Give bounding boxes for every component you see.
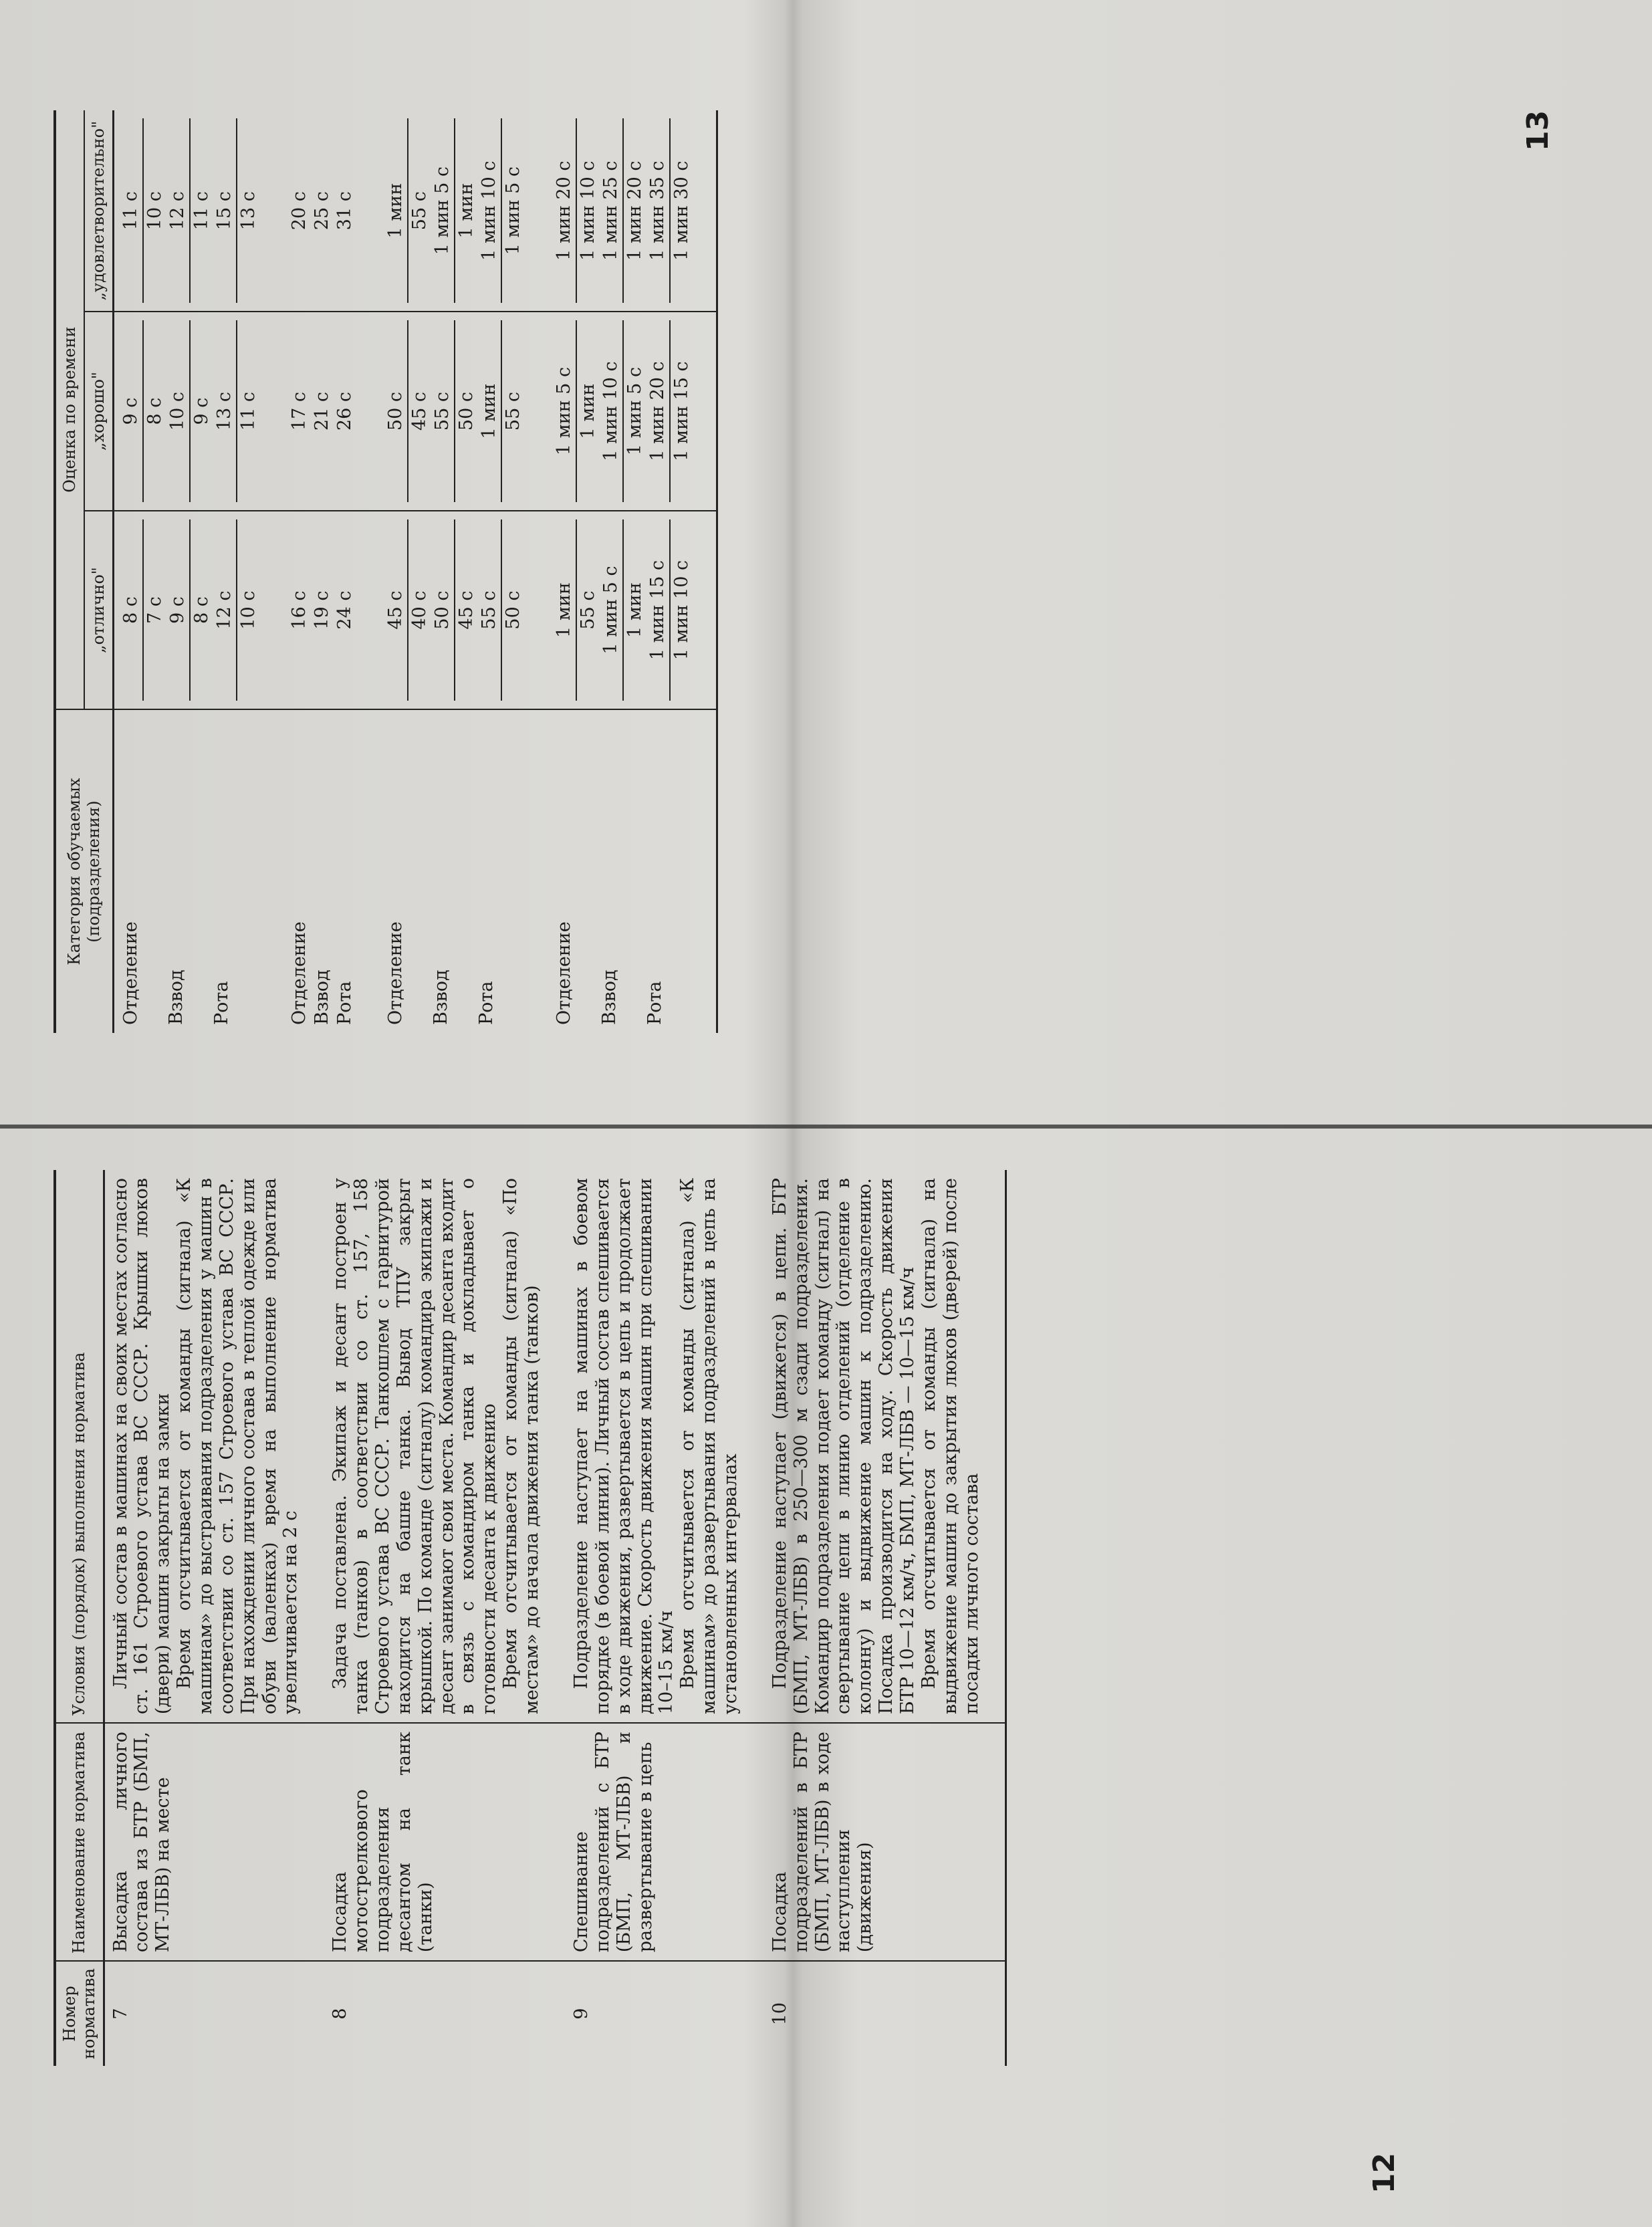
condition-paragraph: Время отсчитывается от команды (сигнала) «К машинам» до выстраивания подразделения у машин в соответствии со ст. 157 Строевого устава ВС СССР. При нахождении личного состава в теплой одежде или обуви (валенках) время на выполнение норматива увеличивается на 2 с	[174, 1178, 302, 1715]
time-value: 10 с	[166, 392, 188, 431]
norm-row	[764, 1170, 1006, 2066]
table-bottom-rule	[1006, 1170, 1018, 2066]
time-value: 16 с	[288, 590, 310, 630]
time-value: 8 с	[142, 320, 166, 502]
excellent-cell	[113, 511, 283, 710]
category-cell	[379, 709, 548, 1033]
condition-paragraph: Время отсчитывается от команды (сигнала) «По местам» до начала движения танка (танков)	[500, 1178, 543, 1715]
condition-paragraph: Личный состав в машинах на своих местах согласно ст. 161 Строевого устава ВС СССР. Крышки люков (двери) машин закрыты на замки	[110, 1178, 174, 1715]
norm-name: Высадка личного состава из БТР (БМП, МТ-ЛБВ) на месте	[104, 1723, 324, 1961]
conditions-body	[104, 1170, 1018, 2066]
time-value: 1 мин 30 с	[669, 118, 693, 303]
time-value: 13 с	[236, 118, 260, 303]
time-value: 1 мин 5 с	[431, 166, 453, 255]
time-value: 25 с	[311, 191, 332, 231]
time-value: 1 мин	[384, 183, 406, 239]
category-label: Рота	[334, 981, 355, 1025]
time-value: 1 мин 10 с	[669, 519, 693, 701]
condition-paragraph: Время отсчитывается от команды (сигнала) «К машинам» до развертывания подразделений в цепь на установленных интервалах	[677, 1178, 741, 1715]
time-value: 21 с	[311, 392, 332, 431]
excellent-cell	[548, 511, 717, 710]
time-value: 50 с	[431, 590, 453, 630]
time-value: 55 с	[478, 590, 499, 630]
time-value: 55 с	[407, 118, 431, 303]
category-label: Рота	[211, 981, 232, 1025]
time-value: 1 мин 15 с	[646, 560, 668, 661]
category-cell	[113, 709, 283, 1033]
time-value: 55 с	[501, 320, 525, 502]
norm-conditions	[566, 1170, 764, 1723]
header-num: Номер норматива	[55, 1961, 104, 2066]
norm-conditions	[324, 1170, 566, 1723]
norm-row	[324, 1170, 566, 2066]
time-value: 1 мин 10 с	[478, 160, 499, 261]
time-value: 19 с	[311, 590, 332, 630]
time-value: 1 мин 15 с	[669, 320, 693, 502]
page-number-12: 12	[1367, 2152, 1402, 2194]
time-value: 45 с	[384, 590, 406, 630]
header-category: Категория обучаемых (подразделения)	[55, 709, 113, 1033]
time-value: 9 с	[120, 397, 141, 425]
time-value: 55 с	[431, 392, 453, 431]
time-value: 50 с	[454, 320, 478, 502]
good-cell	[548, 312, 717, 511]
norm-number: 8	[330, 2008, 351, 2020]
satisfactory-cell	[548, 110, 717, 312]
good-cell	[113, 312, 283, 511]
header-excellent: „отлично"	[84, 511, 113, 710]
excellent-cell	[283, 511, 379, 710]
condition-paragraph: Время отсчитывается от команды (сигнала) на выдвижение машин до закрытия люков (дверей) после посадки личного состава	[918, 1178, 982, 1715]
time-value: 50 с	[384, 392, 406, 431]
norm-number: 9	[570, 2008, 592, 2020]
time-value: 1 мин 5 с	[501, 118, 525, 303]
good-cell	[283, 312, 379, 511]
time-value: 26 с	[334, 392, 355, 431]
time-value: 9 с	[166, 596, 188, 624]
grade-row	[379, 110, 548, 1033]
time-value: 11 с	[120, 191, 141, 231]
category-cell	[548, 709, 717, 1033]
category-label: Взвод	[430, 969, 451, 1025]
grade-row	[548, 110, 717, 1033]
header-good: „хорошо"	[84, 312, 113, 511]
time-value: 1 мин 20 с	[646, 361, 668, 461]
category-label: Отделение	[288, 921, 310, 1025]
norm-name: Посадка подразделений в БТР (БМП, МТ-ЛБВ) в ходе наступления (движения)	[764, 1723, 1006, 1961]
time-value: 40 с	[407, 519, 431, 701]
time-value: 1 мин 5 с	[622, 320, 646, 502]
category-label: Отделение	[384, 921, 406, 1025]
time-value: 45 с	[454, 519, 478, 701]
time-value: 24 с	[334, 590, 355, 630]
time-value: 12 с	[213, 590, 235, 630]
time-value: 12 с	[166, 191, 188, 231]
time-value: 20 с	[288, 191, 310, 231]
time-value: 1 мин	[553, 582, 574, 638]
condition-paragraph: Подразделение наступает на машинах в боевом порядке (в боевой линии). Личный состав спешивается в ходе движения, развертывается в цепь и продолжает движение. Скорость движения машин при спешивании 10–15 км/ч	[570, 1178, 677, 1715]
time-value: 7 с	[142, 519, 166, 701]
good-cell	[379, 312, 548, 511]
norm-row	[104, 1170, 324, 2066]
norm-number: 7	[110, 2008, 131, 2020]
time-value: 1 мин 20 с	[553, 160, 574, 261]
table-bottom-rule	[717, 110, 729, 1033]
time-value: 8 с	[189, 519, 213, 701]
page-13	[53, 110, 1524, 1033]
norm-name: Посадка мотострелкового подразделения десантом на танк (танки)	[324, 1723, 566, 1961]
grade-row	[283, 110, 379, 1033]
time-value: 13 с	[213, 392, 235, 431]
category-label: Взвод	[311, 969, 332, 1025]
category-label: Отделение	[553, 921, 574, 1025]
condition-paragraph: Задача поставлена. Экипаж и десант построен у танка (танков) в соответствии со ст. 157, 158 Строевого устава ВС СССР. Танкошлем с гарнитурой находится на башне танка. Вывод ТПУ закрыт крышкой. По команде (сигналу) командира экипажи и десант занимают свои места. Командир десанта входит в связь с командиром танка и докладывает о готовности десанта к движению	[330, 1178, 500, 1715]
grade-row	[113, 110, 283, 1033]
time-value: 55 с	[576, 519, 600, 701]
category-cell	[283, 709, 379, 1033]
norm-conditions	[764, 1170, 1006, 1723]
page-number-13: 13	[1521, 110, 1556, 152]
time-value: 1 мин 10 с	[600, 361, 621, 461]
satisfactory-cell	[379, 110, 548, 312]
time-value: 10 с	[142, 118, 166, 303]
norms-conditions-table	[53, 1170, 1018, 2066]
time-value: 1 мин 35 с	[646, 160, 668, 261]
time-value: 1 мин 10 с	[576, 118, 600, 303]
norm-number: 10	[769, 2002, 790, 2026]
time-value: 11 с	[189, 118, 213, 303]
category-label: Рота	[475, 981, 497, 1025]
time-value: 45 с	[407, 320, 431, 502]
category-label: Отделение	[120, 921, 141, 1025]
time-value: 1 мин 5 с	[553, 366, 574, 456]
time-value: 50 с	[501, 519, 525, 701]
category-label: Взвод	[165, 969, 187, 1025]
category-label: Рота	[644, 981, 665, 1025]
norm-name: Спешивание подразделений с БТР (БМП, МТ-ЛБВ) и развертывание в цепь	[566, 1723, 764, 1961]
time-value: 1 мин 25 с	[600, 160, 621, 261]
satisfactory-cell	[283, 110, 379, 312]
header-name: Наименование норматива	[55, 1723, 104, 1961]
time-value: 1 мин	[622, 519, 646, 701]
header-grades-group: Оценка по времени	[55, 110, 84, 709]
grades-body	[113, 110, 729, 1033]
time-value: 11 с	[236, 320, 260, 502]
page-12	[53, 1170, 1524, 2066]
time-value: 15 с	[213, 191, 235, 231]
time-value: 1 мин	[478, 383, 499, 439]
header-satisfactory: „удовлетворительно"	[84, 110, 113, 312]
time-value: 1 мин 5 с	[600, 566, 621, 655]
norms-grades-table	[53, 110, 729, 1033]
page-gutter	[0, 1125, 1652, 1129]
time-value: 17 с	[288, 392, 310, 431]
category-label: Взвод	[598, 969, 620, 1025]
time-value: 31 с	[334, 191, 355, 231]
time-value: 1 мин 20 с	[622, 118, 646, 303]
norm-conditions	[104, 1170, 324, 1723]
norm-row	[566, 1170, 764, 2066]
time-value: 10 с	[236, 519, 260, 701]
time-value: 1 мин	[576, 320, 600, 502]
satisfactory-cell	[113, 110, 283, 312]
condition-paragraph: Подразделение наступает (движется) в цепи. БТР (БМП, МТ-ЛБВ) в 250—300 м сзади подразделения. Командир подразделения подает команду (сигнал) на свертывание цепи в линию отделений (отделение в колонну) и выдвижение машин к подразделению. Посадка производится на ходу. Скорость движения БТР 10—12 км/ч, БМП, МТ-ЛБВ — 10—15 км/ч	[769, 1178, 918, 1715]
header-conditions: Условия (порядок) выполнения норматива	[55, 1170, 104, 1723]
time-value: 8 с	[120, 596, 141, 624]
time-value: 1 мин	[454, 118, 478, 303]
time-value: 9 с	[189, 320, 213, 502]
excellent-cell	[379, 511, 548, 710]
